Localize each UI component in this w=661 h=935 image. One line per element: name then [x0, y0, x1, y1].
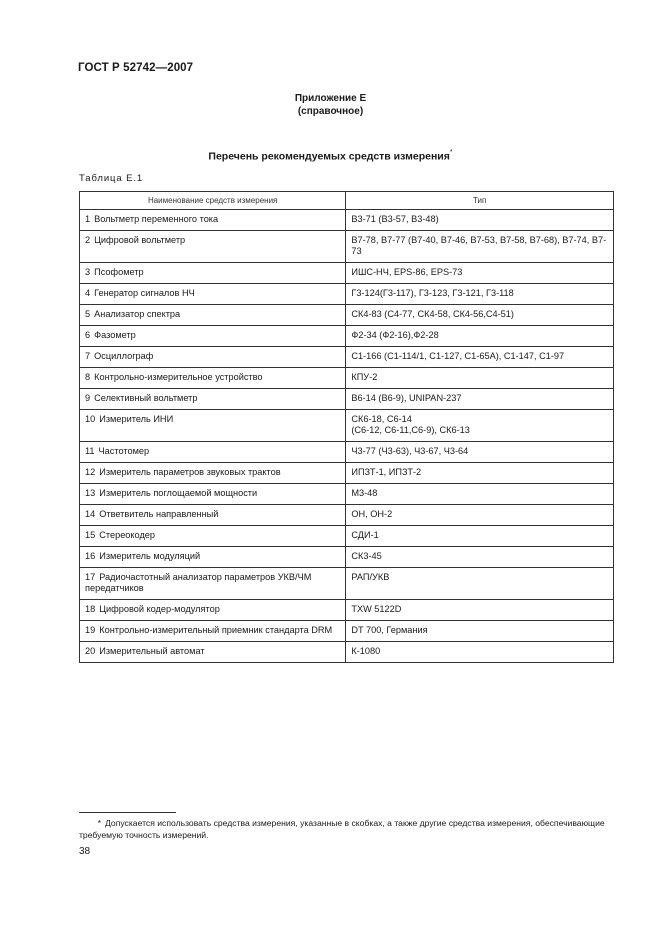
row-number: 4 — [85, 288, 91, 298]
equipment-name-cell — [80, 484, 346, 505]
equipment-name: Контрольно-измерительное устройство — [94, 372, 263, 382]
row-number: 8 — [85, 372, 91, 382]
page-number: 38 — [79, 846, 91, 857]
equipment-name: Радиочастотный анализатор параметров УКВ/ЧМ передатчиков — [85, 572, 312, 593]
row-number: 9 — [85, 393, 91, 403]
table-row — [80, 347, 614, 368]
equipment-name: Измеритель модуляций — [99, 551, 201, 561]
equipment-name: Измеритель поглощаемой мощности — [99, 488, 258, 498]
table-row — [80, 463, 614, 484]
table-row — [80, 547, 614, 568]
list-title-text: Перечень рекомендуемых средств измерения — [208, 150, 450, 163]
row-number: 13 — [85, 488, 96, 498]
equipment-name-cell — [80, 284, 346, 305]
equipment-type-cell: В6-14 (В6-9), UNIPAN-237 — [346, 389, 614, 410]
equipment-name: Измеритель параметров звуковых трактов — [99, 467, 281, 477]
equipment-name-cell — [80, 410, 346, 442]
equipment-name: Цифровой кодер-модулятор — [99, 604, 220, 614]
table-caption: Таблица Е.1 — [79, 173, 144, 184]
equipment-type-cell: ОН, ОН-2 — [346, 505, 614, 526]
equipment-table — [79, 191, 614, 663]
equipment-type-cell: В7-78, В7-77 (В7-40, В7-46, В7-53, В7-58, В7-68), В7-74, В7-73 — [346, 231, 614, 263]
table-header-row — [80, 192, 614, 210]
equipment-name: Контрольно-измерительный приемник стандарта DRM — [99, 625, 333, 635]
equipment-type-cell: ИШС-НЧ, EPS-86, EPS-73 — [346, 263, 614, 284]
equipment-name-cell — [80, 263, 346, 284]
equipment-name-cell — [80, 621, 346, 642]
table-row — [80, 305, 614, 326]
equipment-name-cell — [80, 210, 346, 231]
equipment-name-cell — [80, 600, 346, 621]
equipment-type-cell: СК6-18, С6-14 (С6-12, С6-11,С6-9), СК6-13 — [346, 410, 614, 442]
equipment-name: Генератор сигналов НЧ — [94, 288, 195, 298]
table-row — [80, 210, 614, 231]
table-row — [80, 326, 614, 347]
table-row — [80, 410, 614, 442]
equipment-name-cell — [80, 231, 346, 263]
equipment-type-cell: В3-71 (В3-57, В3-48) — [346, 210, 614, 231]
equipment-name-cell — [80, 547, 346, 568]
equipment-name-cell — [80, 442, 346, 463]
row-number: 18 — [85, 604, 96, 614]
row-number: 10 — [85, 414, 96, 424]
equipment-type-cell: М3-48 — [346, 484, 614, 505]
equipment-type-cell: РАП/УКВ — [346, 568, 614, 600]
table-row — [80, 526, 614, 547]
table-row — [80, 368, 614, 389]
equipment-name: Фазометр — [94, 330, 136, 340]
table-row — [80, 568, 614, 600]
equipment-name: Селективный вольтметр — [94, 393, 198, 403]
equipment-name-cell — [80, 326, 346, 347]
equipment-name: Стереокодер — [99, 530, 156, 540]
footnote — [79, 817, 615, 841]
table-row — [80, 284, 614, 305]
equipment-name-cell — [80, 389, 346, 410]
footnote-mark: * — [97, 818, 101, 828]
footnote-text: Допускается использовать средства измерения, указанные в скобках, а также другие средства измерения, обеспечивающие требуемую точность измерений. — [79, 818, 605, 840]
equipment-type-cell: К-1080 — [346, 642, 614, 663]
equipment-type-cell: DT 700, Германия — [346, 621, 614, 642]
row-number: 1 — [85, 214, 91, 224]
equipment-name: Вольтметр переменного тока — [94, 214, 219, 224]
table-row — [80, 505, 614, 526]
equipment-name-cell — [80, 568, 346, 600]
row-number: 2 — [85, 235, 91, 245]
row-number: 15 — [85, 530, 96, 540]
footnote-reference: * — [449, 149, 453, 156]
equipment-name-cell — [80, 368, 346, 389]
equipment-name: Ответвитель направленный — [99, 509, 219, 519]
row-number: 11 — [85, 446, 95, 456]
table-body — [80, 210, 614, 663]
row-number: 6 — [85, 330, 91, 340]
table-row — [80, 600, 614, 621]
table-row — [80, 642, 614, 663]
equipment-type-cell: СК3-45 — [346, 547, 614, 568]
equipment-name-cell — [80, 305, 346, 326]
equipment-name: Цифровой вольтметр — [94, 235, 186, 245]
row-number: 7 — [85, 351, 91, 361]
equipment-name-cell — [80, 347, 346, 368]
row-number: 12 — [85, 467, 96, 477]
equipment-type-cell: ИПЗТ-1, ИПЗТ-2 — [346, 463, 614, 484]
equipment-type-cell: Ч3-77 (Ч3-63), Ч3-67, Ч3-64 — [346, 442, 614, 463]
table-row — [80, 442, 614, 463]
row-number: 20 — [85, 646, 96, 656]
document-code: ГОСТ Р 52742—2007 — [78, 62, 194, 74]
equipment-type-cell: СК4-83 (С4-77, СК4-58, СК4-56,С4-51) — [346, 305, 614, 326]
equipment-type-cell: КПУ-2 — [346, 368, 614, 389]
row-number: 5 — [85, 309, 91, 319]
column-header-type: Тип — [346, 192, 614, 210]
row-number: 17 — [85, 572, 96, 582]
equipment-name-cell — [80, 505, 346, 526]
row-number: 16 — [85, 551, 96, 561]
equipment-type-cell: С1-166 (С1-114/1, С1-127, С1-65А), С1-147, С1-97 — [346, 347, 614, 368]
appendix-title: Приложение Е — [294, 93, 367, 104]
equipment-name-cell — [80, 642, 346, 663]
table-row — [80, 484, 614, 505]
equipment-name: Измерительный автомат — [99, 646, 205, 656]
equipment-type-cell: СДИ-1 — [346, 526, 614, 547]
footnote-divider — [79, 812, 176, 813]
equipment-type-cell: Ф2-34 (Ф2-16),Ф2-28 — [346, 326, 614, 347]
equipment-name: Осциллограф — [94, 351, 154, 361]
list-title — [0, 150, 661, 163]
equipment-name: Псофометр — [94, 267, 144, 277]
table-row — [80, 621, 614, 642]
appendix-subtitle: (справочное) — [297, 106, 364, 117]
equipment-name: Частотомер — [98, 446, 150, 456]
equipment-type-cell: TXW 5122D — [346, 600, 614, 621]
equipment-name-cell — [80, 526, 346, 547]
table-row — [80, 263, 614, 284]
row-number: 19 — [85, 625, 96, 635]
column-header-name: Наименование средств измерения — [80, 192, 346, 210]
equipment-name: Измеритель ИНИ — [99, 414, 174, 424]
equipment-name-cell — [80, 463, 346, 484]
equipment-type-cell: Г3-124(Г3-117), Г3-123, Г3-121, Г3-118 — [346, 284, 614, 305]
row-number: 14 — [85, 509, 96, 519]
row-number: 3 — [85, 267, 91, 277]
table-row — [80, 231, 614, 263]
equipment-name: Анализатор спектра — [94, 309, 181, 319]
table-row — [80, 389, 614, 410]
